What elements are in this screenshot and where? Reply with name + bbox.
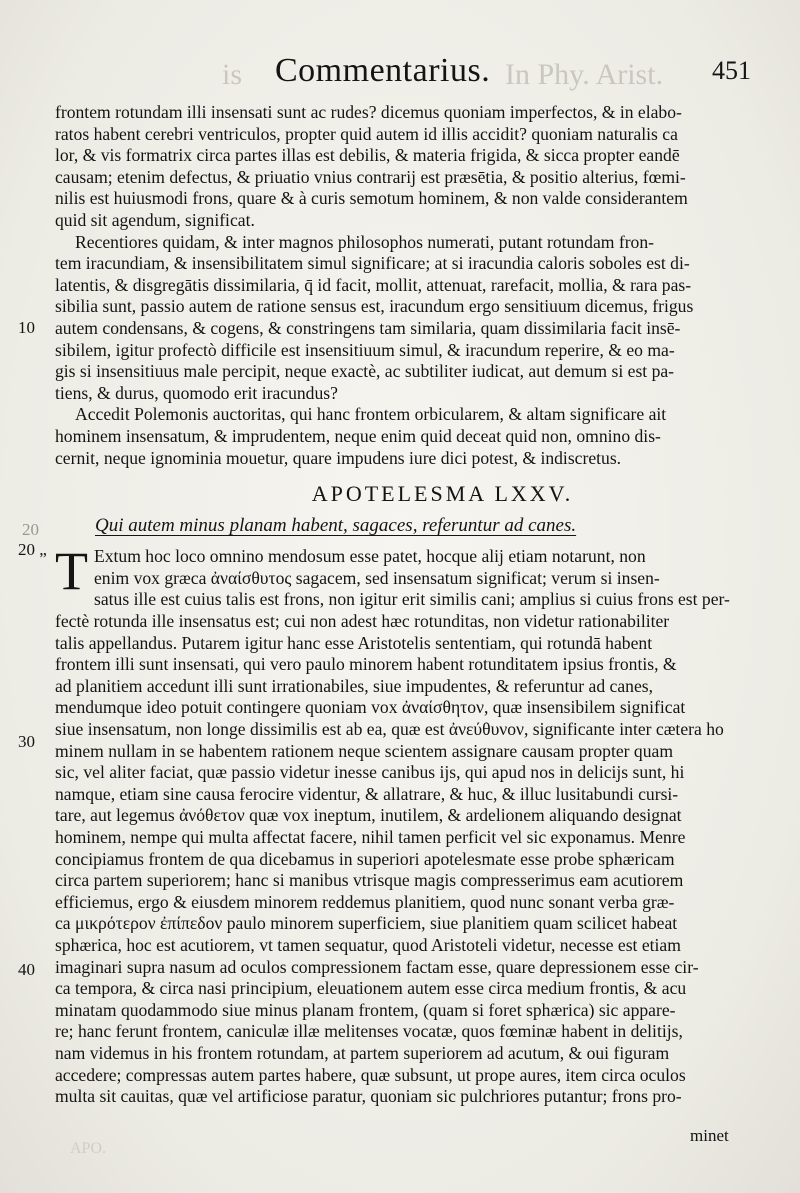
line-number-20: 20 [22,520,39,539]
line-number-10: 10 [18,318,35,337]
paragraph-2 [55,232,770,405]
bleed-through-text: In Phy. Arist. [505,58,664,91]
text-line: concipiamus frontem de qua dicebamus in superiori apotelesmate esse probe sphæricam [55,848,675,869]
text-line: nam videmus in his frontem rotundam, at partem superiorem ad acutum, & oui figuram [55,1042,670,1063]
drop-cap: T [55,541,88,602]
text-line: Accedit Polemonis auctoritas, qui hanc frontem orbicularem, & altam significare ait [75,404,667,425]
text-line: latentis, & disgregātis dissimilaria, q̄ id facit, mollit, attenuat, rarefacit, mollia, & rara pas- [55,274,692,295]
text-line: Extum hoc loco omnino mendosum esse patet, hocque alij etiam notarunt, non [94,546,646,567]
text-line: mendumque ideo potuit contingere quoniam vox ἀναίσθητον, quæ insensibilem significat [55,697,686,718]
text-line: tare, aut legemus ἀνόθετον quæ vox ineptum, inutilem, & ardelionem aliquando designat [55,805,682,826]
text-line: talis appellandus. Putarem igitur hanc esse Aristotelis sententiam, qui rotundā habent [55,632,653,653]
bleed-through-text: APO. [70,1140,107,1157]
line-number-40: 40 [18,960,35,979]
running-title: Commentarius. [275,52,491,89]
text-line: frontem rotundam illi insensati sunt ac rudes? dicemus quoniam imperfectos, & in elabo- [55,102,682,122]
paragraph-3 [55,404,770,469]
text-line: nilis est huiusmodi frons, quare & à curis semotum hominem, & non valde considerantem [55,188,688,209]
text-line: gis si insensitiuus male percipit, neque exactè, ac subtiliter iudicat, aut demum si est pa- [55,361,675,382]
text-line: tem iracundiam, & insensibilitatem simul significare; at si iracundia caloris soboles est di- [55,253,690,274]
text-line: ad planitiem accedunt illi sunt irrationabiles, siue impudentes, & referuntur ad canes, [55,675,653,696]
line-number-30: 30 [18,732,35,751]
section-heading: APOTELESMA LXXV. [311,481,574,507]
text-line: Recentiores quidam, & inter magnos philosophos numerati, putant rotundam fron- [75,231,655,252]
text-line: frontem illi sunt insensati, qui vero paulo minorem habent rotunditatem ipsius frontis, & [55,654,677,675]
text-line: sibilem, igitur profectò difficile est insensitiuum simul, & iracundum reperire, & eo ma- [55,339,675,360]
text-line: ratos habent cerebri ventriculos, propter quid autem id illis accidit? quoniam naturalis ca [55,123,678,144]
page-header [0,50,800,100]
text-line: hominem, nempe qui multa affectat facere, nihil tamen perficit vel sic exponamus. Menre [55,827,686,847]
paragraph-1 [55,102,770,232]
text-line: satus ille est cuius talis est frons, non igitur erit similis cani; amplius si cuius frons est per- [94,589,730,610]
text-line: hominem insensatum, & imprudentem, neque enim quid deceat quid non, omnino dis- [55,425,661,446]
text-line: circa partem superiorem; hanc si manibus vtrisque magis compresserimus eam acutiorem [55,870,684,891]
text-line: siue insensatum, non longe dissimilis est ab ea, quæ est ἀνεύθυνον, significante inter cætera ho [55,719,724,740]
text-line: causam; etenim defectus, & priuatio vnius contrarij est præsētia, & positio alterius, fœmi- [55,166,686,187]
text-line: imaginari supra nasum ad oculos compressionem factam esse, quare depressionem esse cir- [55,956,699,977]
text-line: enim vox græca ἀναίσθυτος sagacem, sed insensatum significat; verum si insen- [94,567,660,588]
text-line: sic, vel aliter faciat, quæ passio videtur inesse canibus ijs, qui apud nos in delicijs sunt, hi [55,762,685,783]
catchword: minet [690,1126,729,1145]
text-line: fectè rotunda ille insensatus est; cui non adest hæc rotunditas, non videtur rationabiliter [55,611,670,632]
text-line: ca tempora, & circa nasi principium, eleuationem autem esse circa medium frontis, & acu [55,978,687,999]
commentary-paragraph [55,541,770,1107]
text-line: re; hanc ferunt frontem, caniculæ illæ melitenses vocatæ, quos fœminæ habent in delitijs, [55,1021,683,1042]
page-number: 451 [712,56,751,85]
text-body [55,102,770,1108]
lemma-quote: Qui autem minus planam habent, sagaces, referuntur ad canes. [95,514,577,536]
text-line: tiens, & durus, quomodo erit iracundus? [55,382,338,403]
text-line: minem nullam in se habentem rationem neque scientem assignare causam propter quam [55,740,674,761]
text-line: cernit, neque ignominia mouetur, quare impudens iure dici potest, & indiscretus. [55,447,622,468]
text-line: accedere; compressas autem partes habere, quæ subsunt, ut prope aures, item circa oculos [55,1064,686,1085]
text-line: sibilia sunt, passio autem de ratione sensus est, iracundum ergo sensitiuum dicemus, frigus [55,296,694,317]
text-line: multa sit cauitas, quæ vel artificiose paratur, quoniam sic pulchriores putantur; frons pro- [55,1086,682,1107]
text-line: efficiemus, ergo & eiusdem minorem reddemus planitiem, quod nunc sonant verba græ- [55,891,675,912]
margin-mark: 20 „ [18,540,47,559]
text-line: ca μικρότερον ἐπίπεδον paulo minorem superficiem, siue planitiem quam scilicet habeat [55,913,678,934]
text-line: sphærica, hoc est acutiorem, vt tamen sequatur, quod Aristoteli videtur, necesse est etiam [55,934,681,955]
text-line: lor, & vis formatrix circa partes illas est debilis, & materia frigida, & sicca propter eandē [55,145,680,166]
text-line: minatam quodammodo siue minus planam frontem, (quam si foret sphærica) sic appare- [55,999,676,1020]
bleed-through-text: is [222,58,243,91]
text-line: namque, etiam sine causa ferocire videntur, & allatrare, & huc, & illuc lusitabundi cursi- [55,783,679,804]
text-line: quid sit agendum, significat. [55,209,255,230]
text-line: autem condensans, & cogens, & constringens tam similaria, quam dissimilaria facit insē- [55,317,681,338]
